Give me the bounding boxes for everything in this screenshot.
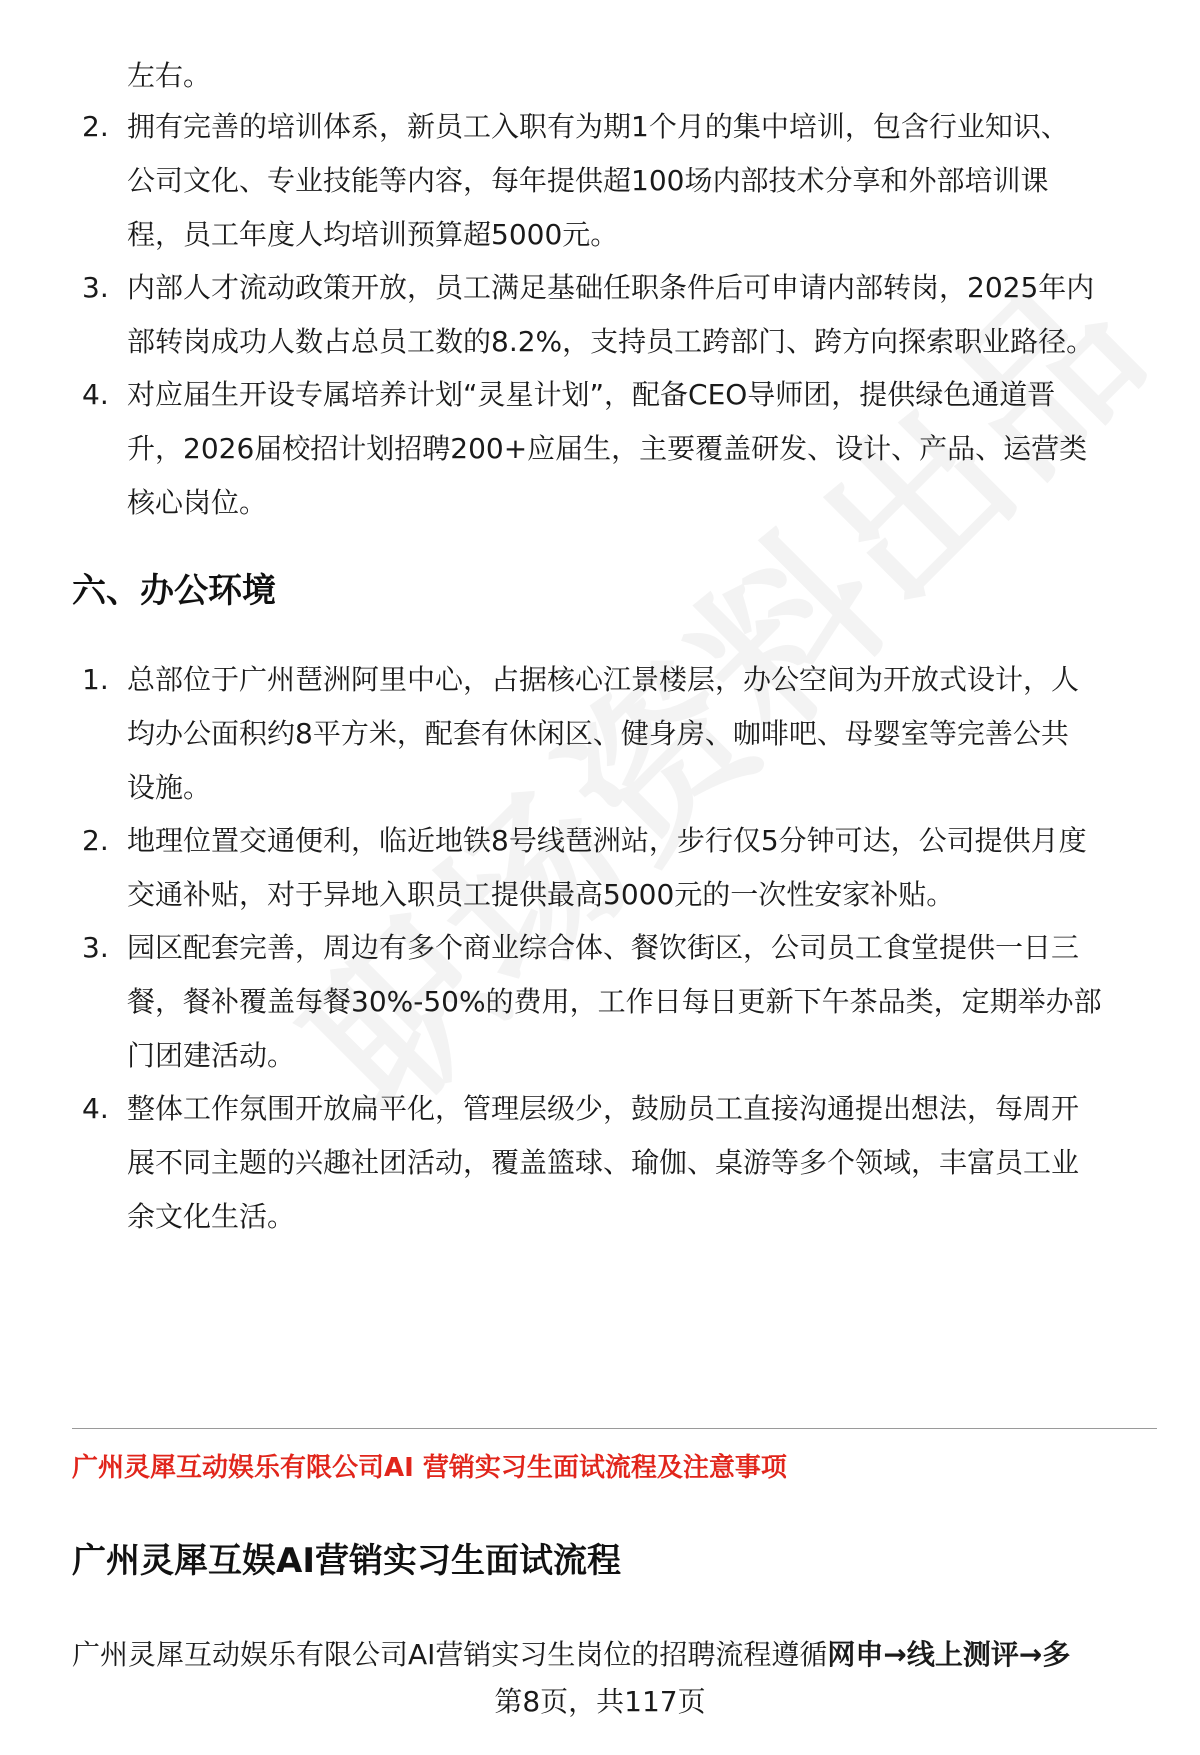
list-number: 2. (82, 824, 109, 857)
list-item-line: 核心岗位。 (127, 486, 268, 519)
list-number: 2. (82, 110, 109, 143)
section-divider (72, 1428, 1157, 1429)
page-number: 第8页，共117页 (494, 1685, 706, 1718)
list-item-line: 整体工作氛围开放扁平化，管理层级少，鼓励员工直接沟通提出想法，每周开 (127, 1092, 1080, 1125)
list-item-line: 程，员工年度人均培训预算超5000元。 (127, 218, 619, 251)
list-item-line: 设施。 (127, 771, 212, 804)
section-heading: 六、办公环境 (72, 571, 276, 611)
intro-text: 广州灵犀互动娱乐有限公司AI营销实习生岗位的招聘流程遵循 (72, 1638, 828, 1671)
list-item-line: 升，2026届校招计划招聘200+应届生，主要覆盖研发、设计、产品、运营类 (127, 432, 1088, 465)
paragraph-line: 左右。 (127, 59, 212, 92)
list-number: 4. (82, 378, 109, 411)
list-item-line: 均办公面积约8平方米，配套有休闲区、健身房、咖啡吧、母婴室等完善公共 (127, 717, 1069, 750)
list-number: 4. (82, 1092, 109, 1125)
list-item-line: 拥有完善的培训体系，新员工入职有为期1个月的集中培训，包含行业知识、 (127, 110, 1069, 143)
list-item-line: 对应届生开设专属培养计划“灵星计划”，配备CEO导师团，提供绿色通道晋 (127, 378, 1056, 411)
red-banner-title: 广州灵犀互动娱乐有限公司AI 营销实习生面试流程及注意事项 (72, 1453, 787, 1483)
list-item-line: 展不同主题的兴趣社团活动，覆盖篮球、瑜伽、桌游等多个领域，丰富员工业 (127, 1146, 1080, 1179)
interview-heading: 广州灵犀互娱AI营销实习生面试流程 (72, 1541, 621, 1581)
list-item-line: 门团建活动。 (127, 1039, 296, 1072)
list-item-line: 公司文化、专业技能等内容，每年提供超100场内部技术分享和外部培训课 (127, 164, 1049, 197)
list-item-line: 餐，餐补覆盖每餐30%-50%的费用，工作日每日更新下午茶品类，定期举办部 (127, 985, 1102, 1018)
intro-bold-text: 网申→线上测评→多 (827, 1638, 1071, 1671)
list-item-line: 交通补贴，对于异地入职员工提供最高5000元的一次性安家补贴。 (127, 878, 955, 911)
list-item-line: 总部位于广州琶洲阿里中心，占据核心江景楼层，办公空间为开放式设计，人 (127, 663, 1080, 696)
list-item-line: 地理位置交通便利，临近地铁8号线琶洲站，步行仅5分钟可达，公司提供月度 (127, 824, 1087, 857)
list-item-line: 园区配套完善，周边有多个商业综合体、餐饮街区，公司员工食堂提供一日三 (127, 931, 1080, 964)
list-number: 3. (82, 931, 109, 964)
intro-paragraph (72, 1635, 1070, 1675)
list-number: 1. (82, 663, 109, 696)
list-item-line: 部转岗成功人数占总员工数的8.2%，支持员工跨部门、跨方向探索职业路径。 (127, 325, 1095, 358)
list-number: 3. (82, 271, 109, 304)
list-item-line: 余文化生活。 (127, 1200, 296, 1233)
list-item-line: 内部人才流动政策开放，员工满足基础任职条件后可申请内部转岗，2025年内 (127, 271, 1095, 304)
